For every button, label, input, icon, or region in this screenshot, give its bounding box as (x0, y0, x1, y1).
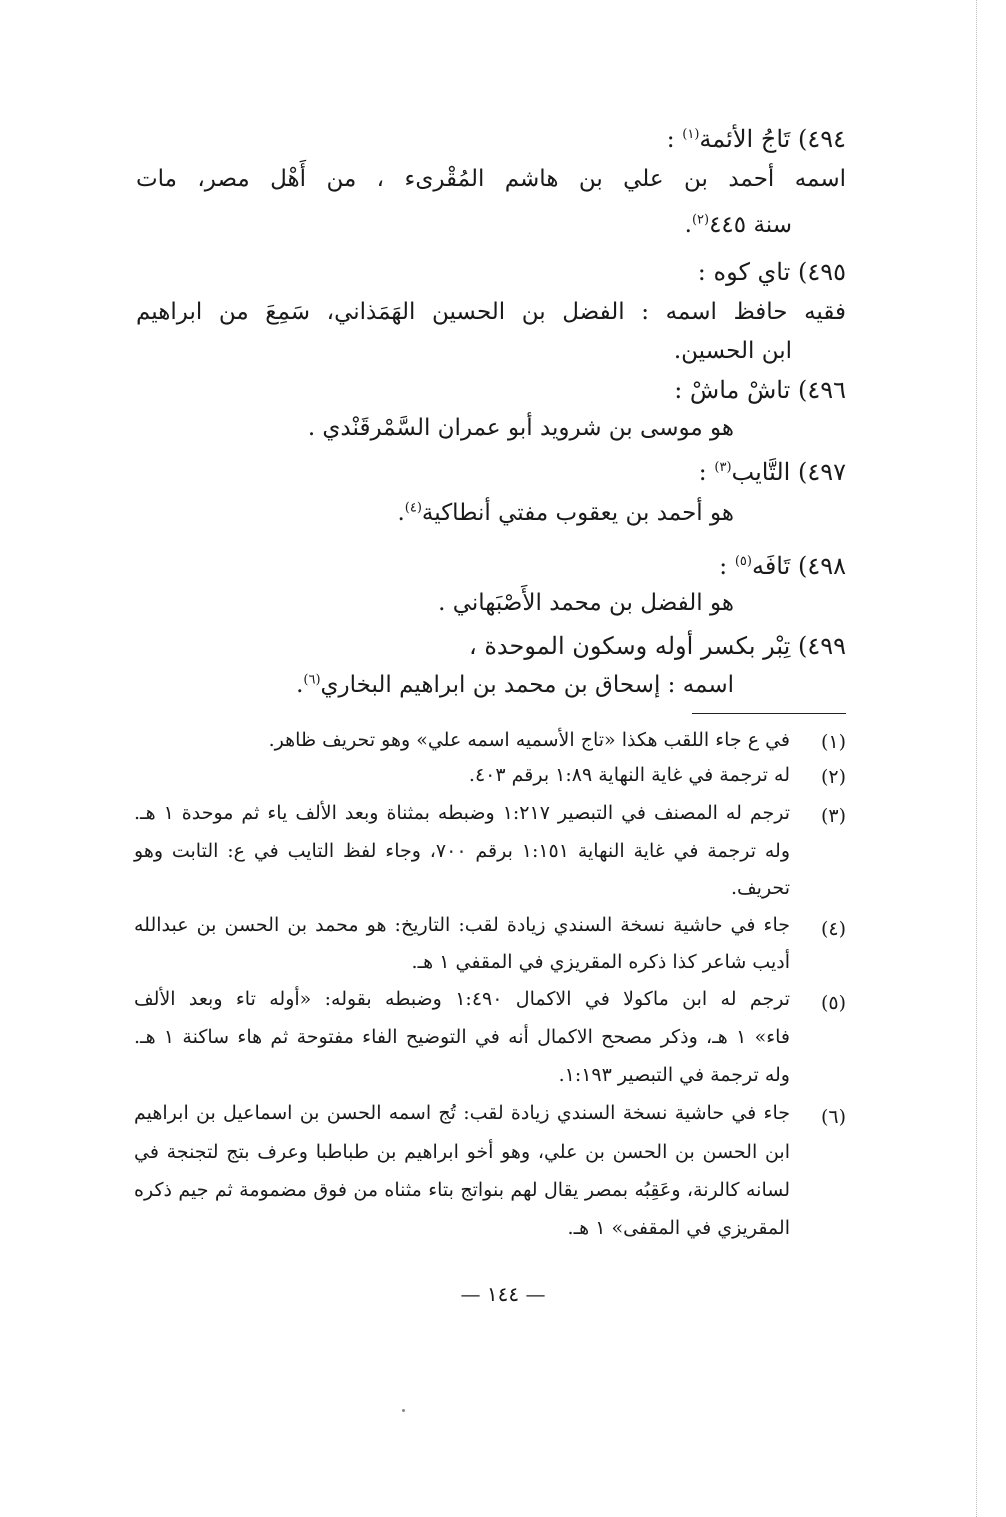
footnote-3-line-3: تحريف. (730, 877, 790, 899)
scan-speck (402, 1409, 405, 1412)
entry-title: تِبْر بكسر أوله وسكون الموحدة ، (468, 632, 791, 660)
entry-colon: : (666, 125, 683, 153)
footnote-6-line-4: المقريزي في المقفى» ١ هـ. (567, 1217, 790, 1239)
entry-494-line-2 (685, 212, 792, 238)
entry-495-line-1: فقيه حافظ اسمه : الفضل بن الحسين الهَمَذاني، سَمِعَ من ابراهيم (136, 299, 846, 325)
footnote-ref: (١) (682, 127, 700, 142)
footnote-ref: (٤) (404, 500, 422, 516)
entry-number: ٤٩٨ ) (798, 552, 846, 580)
entry-495-line-2: ابن الحسين. (673, 338, 792, 364)
entry-499-line-1 (296, 672, 734, 698)
footnote-2-number: (٢) (820, 766, 846, 788)
footnote-5-line-3: وله ترجمة في التبصير ١:١٩٣. (558, 1064, 790, 1086)
entry-text: هو أحمد بن يعقوب مفتي أنطاكية (421, 500, 734, 526)
entry-title: تَافَه (751, 552, 791, 580)
entry-494-heading (667, 125, 846, 153)
entry-496-heading (674, 376, 846, 404)
entry-498-heading (719, 552, 846, 580)
entry-498-line-1: هو الفضل بن محمد الأَصْبَهاني . (438, 590, 734, 616)
footnote-ref: (٣) (714, 460, 732, 475)
footnote-6-line-1: جاء في حاشية نسخة السندي زيادة لقب: تُج اسمه الحسن بن اسماعيل بن ابراهيم (134, 1102, 790, 1124)
entry-title: تاي كوه : (697, 258, 791, 286)
entry-number: ٤٩٥ ) (798, 258, 846, 286)
footnote-4-line-2: أديب شاعر كذا ذكره المقريزي في المقفي ١ هـ. (411, 951, 790, 973)
footnote-3-number: (٣) (820, 805, 846, 827)
footnote-2-line-1: له ترجمة في غاية النهاية ١:٨٩ برقم ٤٠٣. (468, 764, 790, 786)
entry-title: التَّايب (731, 458, 791, 486)
footnote-separator (692, 713, 846, 714)
entry-499-heading (469, 632, 846, 660)
entry-colon: : (698, 458, 715, 486)
footnote-5-line-2: فاء» ١ هـ، وذكر مصحح الاكمال أنه في التوضيح الفاء مفتوحة ثم هاء ساكنة ١ هـ. (134, 1026, 790, 1048)
footnote-1-number: (١) (820, 731, 846, 753)
entry-494-line-1: اسمه أحمد بن علي بن هاشم المُقْرىء ، من أَهْل مصر، مات (136, 166, 846, 192)
entry-496-line-1: هو موسى بن شرويد أبو عمران السَّمْرقَنْدي . (307, 415, 734, 441)
entry-text: . (397, 500, 405, 526)
entry-number: ٤٩٤ ) (798, 125, 846, 153)
entry-title: تَاجُ الأئمة (699, 125, 791, 153)
footnote-6-line-3: لسانه كالرنة، وعَقِبُه بمصر يقال لهم بنواتج بتاء مثناه من فوق مضمومة ثم جيم ذكره (134, 1179, 790, 1201)
entry-number: ٤٩٩ ) (798, 632, 846, 660)
footnote-4-number: (٤) (820, 918, 846, 940)
entry-text: اسمه : إسحاق بن محمد بن ابراهيم البخاري (320, 672, 734, 698)
footnote-5-line-1: ترجم له ابن ماكولا في الاكمال ١:٤٩٠ وضبطه بقوله: «أوله تاء وبعد الألف (134, 988, 790, 1010)
footnote-4-line-1: جاء في حاشية نسخة السندي زيادة لقب: التاريخ: هو محمد بن الحسن بن عبدالله (134, 914, 790, 936)
page-number: — ١٤٤ — (460, 1282, 546, 1306)
entry-495-heading (698, 258, 846, 286)
footnote-3-line-1: ترجم له المصنف في التبصير ١:٢١٧ وضبطه بمثناة وبعد الألف ياء ثم موحدة ١ هـ. (134, 802, 790, 824)
footnote-6-number: (٦) (820, 1106, 846, 1128)
entry-title: تاشْ ماشْ : (674, 376, 791, 404)
footnote-ref: (٢) (691, 212, 710, 228)
entry-number: ٤٩٧ ) (798, 458, 846, 486)
footnote-3-line-2: وله ترجمة في غاية النهاية ١:١٥١ برقم ٧٠٠، وجاء لفظ التايب في ع: التابت وهو (134, 840, 790, 862)
footnote-1-line-1: في ع جاء اللقب هكذا «تاج الأسميه اسمه علي» وهو تحريف ظاهر. (268, 729, 790, 751)
entry-text: سنة ٤٤٥ (709, 212, 792, 238)
entry-colon: : (719, 552, 735, 580)
footnote-6-line-2: ابن الحسن بن الحسن بن علي، وهو أخو ابراهيم بن طباطبا وعرف بتج لتجنجة في (134, 1141, 790, 1163)
footnote-ref: (٥) (734, 554, 752, 569)
footnote-ref: (٦) (303, 672, 321, 688)
entry-497-line-1 (397, 500, 734, 526)
footnote-5-number: (٥) (820, 992, 846, 1014)
entry-text: . (296, 672, 304, 698)
entry-number: ٤٩٦ ) (798, 376, 846, 404)
entry-497-heading (699, 458, 846, 486)
entry-text: . (684, 212, 692, 238)
